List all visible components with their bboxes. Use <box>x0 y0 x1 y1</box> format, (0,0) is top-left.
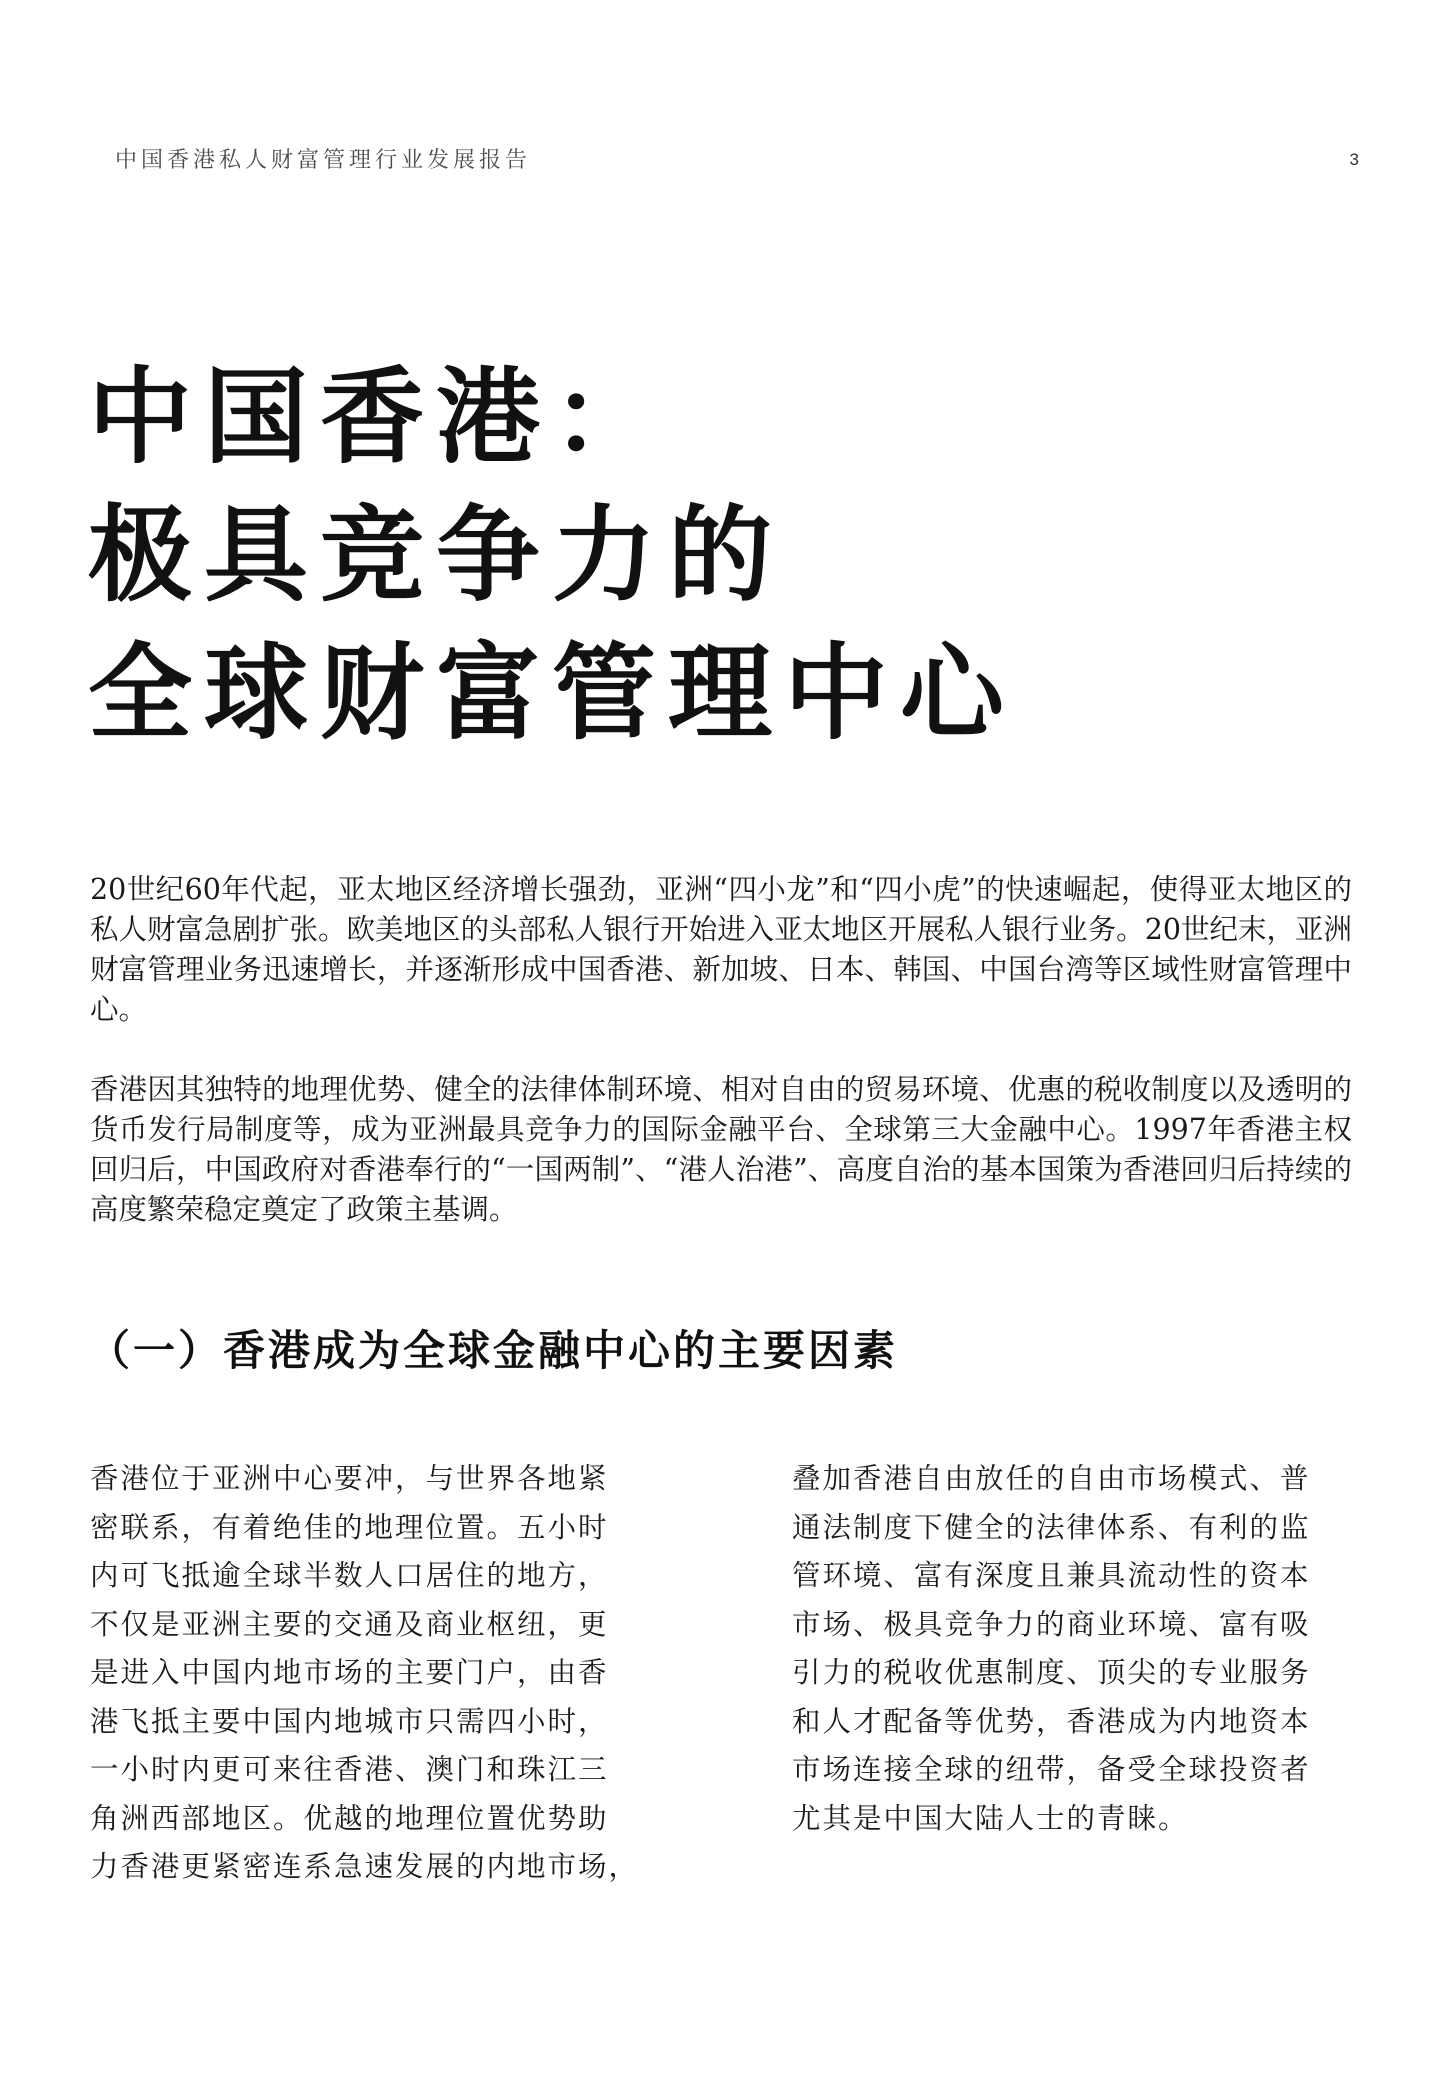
page-title <box>88 348 1016 762</box>
text-line: 是进入中国内地市场的主要门户，由香 <box>90 1656 609 1689</box>
running-header: 中国香港私人财富管理行业发展报告 <box>115 148 532 173</box>
text-line: 市场连接全球的纽带，备受全球投资者 <box>792 1753 1311 1786</box>
title-line: 全球财富管理中心 <box>88 631 1017 754</box>
intro-text <box>90 870 1352 1270</box>
text-line: 角洲西部地区。优越的地理位置优势助 <box>90 1801 609 1835</box>
intro-paragraph: 20世纪60年代起，亚太地区经济增长强劲，亚洲“四小龙”和“四小虎”的快速崛起，使得亚太地区的私人财富急剧扩张。欧美地区的头部私人银行开始进入亚太地区开展私人银行业务。20世纪末，亚洲财富管理业务迅速增长，并逐渐形成中国香港、新加坡、日本、韩国、中国台湾等区域性财富管理中心。 <box>90 873 1352 1026</box>
text-line: 密联系，有着绝佳的地理位置。五小时 <box>90 1510 609 1544</box>
text-line: 叠加香港自由放任的自由市场模式、普 <box>792 1462 1311 1495</box>
text-line: 引力的税收优惠制度、顶尖的专业服务 <box>792 1656 1311 1689</box>
text-line: 市场、极具竞争力的商业环境、富有吸 <box>792 1607 1311 1641</box>
text-line: 香港位于亚洲中心要冲，与世界各地紧 <box>90 1462 609 1495</box>
section-heading: （一）香港成为全球金融中心的主要因素 <box>88 1326 899 1375</box>
text-line: 内可飞抵逾全球半数人口居住的地方， <box>90 1559 609 1592</box>
page-number: 3 <box>1349 150 1359 169</box>
text-line: 尤其是中国大陆人士的青睐。 <box>792 1801 1189 1835</box>
title-line: 极具竞争力的 <box>88 493 785 616</box>
text-line: 一小时内更可来往香港、澳门和珠江三 <box>90 1753 609 1786</box>
text-line: 管环境、富有深度且兼具流动性的资本 <box>792 1559 1311 1592</box>
text-line: 和人才配备等优势，香港成为内地资本 <box>792 1704 1311 1738</box>
text-line: 不仅是亚洲主要的交通及商业枢纽，更 <box>90 1607 609 1641</box>
body-column-right <box>792 1455 1352 1843</box>
title-line: 中国香港： <box>88 355 669 478</box>
text-line: 通法制度下健全的法律体系、有利的监 <box>792 1510 1311 1544</box>
body-column-left <box>90 1455 650 1892</box>
text-line: 力香港更紧密连系急速发展的内地市场， <box>90 1850 640 1883</box>
text-line: 港飞抵主要中国内地城市只需四小时， <box>90 1704 609 1738</box>
intro-paragraph: 香港因其独特的地理优势、健全的法律体制环境、相对自由的贸易环境、优惠的税收制度以及透明的货币发行局制度等，成为亚洲最具竞争力的国际金融平台、全球第三大金融中心。1997年香港主权回归后，中国政府对香港奉行的“一国两制”、“港人治港”、高度自治的基本国策为香港回归后持续的高度繁荣稳定奠定了政策主基调。 <box>90 1073 1352 1226</box>
